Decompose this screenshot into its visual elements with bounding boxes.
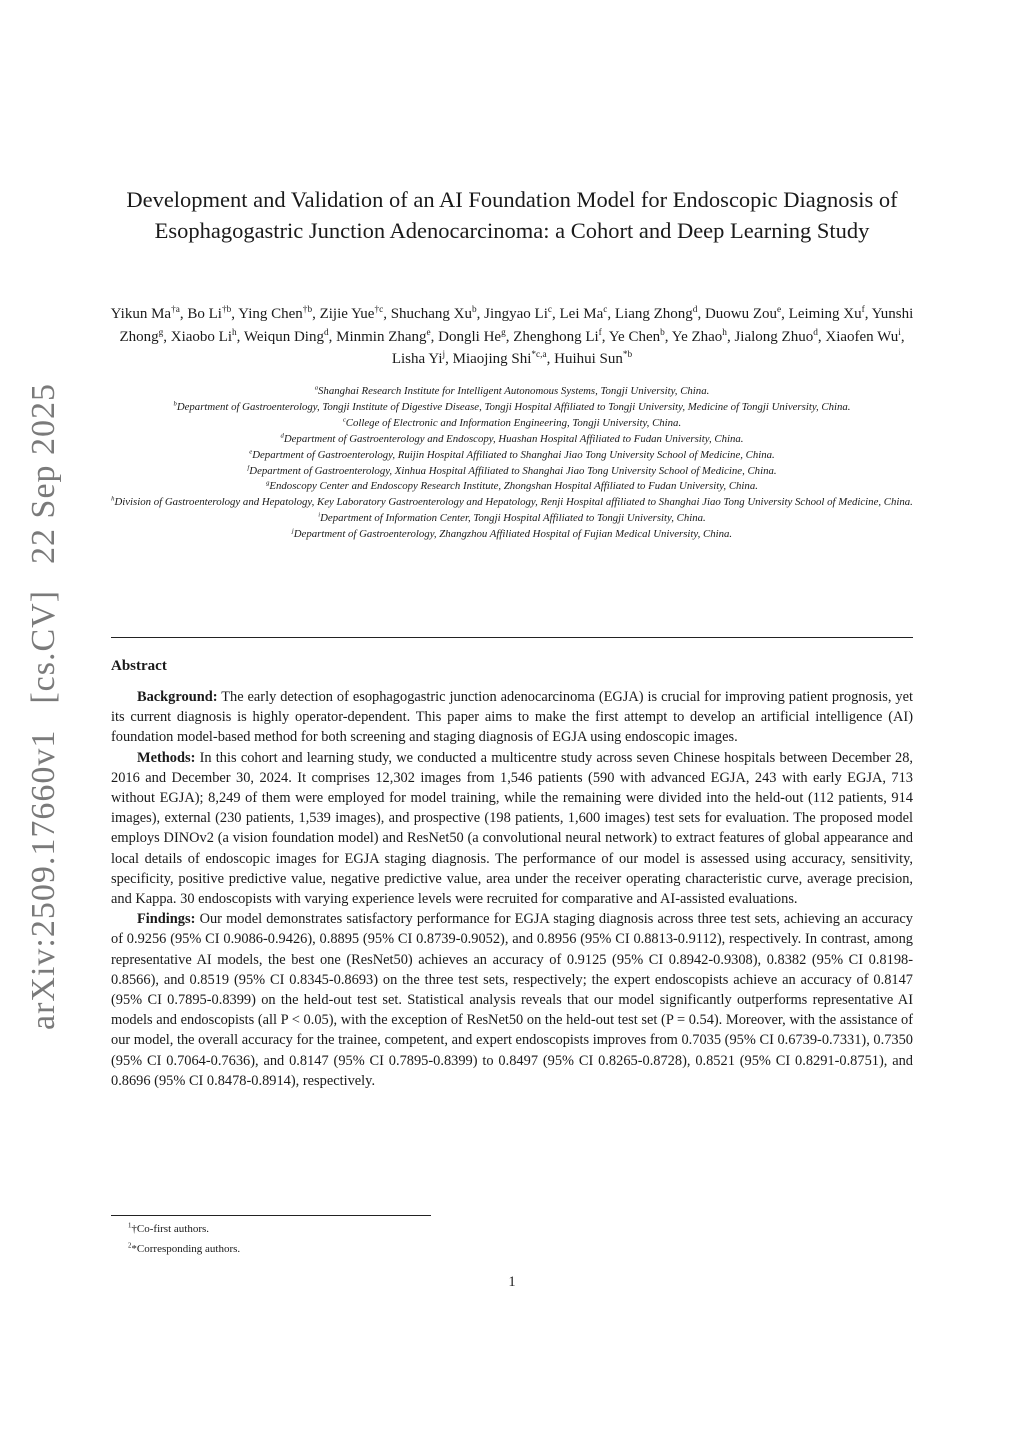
- author-affiliation-mark: †b: [302, 305, 313, 315]
- author-entry: [484, 306, 552, 322]
- affiliation-list: [108, 384, 916, 543]
- footnote-list: [128, 1219, 240, 1259]
- arxiv-category: [cs.CV]: [25, 589, 62, 704]
- methods-text: In this cohort and learning study, we conducted a multicentre study across seven Chinese hospitals between December 28, 2016 and December 30, 2024. It comprises 12,302 images from 1,546 patients (590 with advanced EGJA, 243 with early EGJA, 713 without EGJA); 8,249 of them were employed for model training, while the remaining were divided into the held-out (112 patients, 914 images), external (230 patients, 1,539 images), and prospective (198 patients, 1,600 images) test sets for evaluation. The proposed model employs DINOv2 (a vision foundation model) and ResNet50 (a convolutional neural network) to extract features of global appearance and local details of endoscopic images for EGJA staging diagnosis. The performance of our model is assessed using accuracy, sensitivity, specificity, positive predictive value, negative predictive value, area under the receiver operating characteristic curve, average precision, and Kappa. 30 endoscopists with varying experience levels were recruited for comparative and AI-assisted evaluations.: [111, 749, 913, 908]
- author-name: Bo Li: [187, 306, 222, 322]
- author-name: Xiaobo Li: [170, 328, 233, 345]
- affiliation-text: Department of Gastroenterology, Xinhua Hospital Affiliated to Shanghai Jiao Tong University School of Medicine, China.: [249, 464, 777, 477]
- affiliation-mark: c: [342, 416, 346, 424]
- author-affiliation-mark: d: [323, 327, 329, 338]
- affiliation-text: Department of Information Center, Tongji Hospital Affiliated to Tongji University, China.: [320, 512, 706, 525]
- author-entry: [825, 329, 900, 345]
- author-affiliation-mark: b: [660, 327, 665, 338]
- author-affiliation-mark: j: [442, 350, 446, 360]
- author-name: Ye Zhao: [671, 328, 723, 345]
- footnote-mark: 1: [128, 1222, 132, 1230]
- findings-text: Our model demonstrates satisfactory performance for EGJA staging diagnosis across three test sets, achieving an accuracy of 0.9256 (95% CI 0.9086-0.9426), 0.8895 (95% CI 0.8739-0.9052), and 0.8956 (95% CI 0.8813-0.9112), respectively. In contrast, among representative AI models, the best one (ResNet50) achieves an accuracy of 0.9125 (95% CI 0.8942-0.9308), 0.8382 (95% CI 0.8198-0.8566), and 0.8519 (95% CI 0.8345-0.8693) on the three test sets, respectively; the expert endoscopists achieve an accuracy of 0.8147 (95% CI 0.7895-0.8399) on the held-out test set. Statistical analysis reveals that our model significantly outperforms representative AI models and endoscopists (all P < 0.05), with the exception of ResNet50 on the held-out test set (P = 0.54). Moreover, with the assistance of our model, the overall accuracy for the trainee, competent, and expert endoscopists improves from 0.7035 (95% CI 0.6739-0.7331), 0.7350 (95% CI 0.7064-0.7636), and 0.8147 (95% CI 0.7895-0.8399) to 0.8497 (95% CI 0.8265-0.8728), 0.8521 (95% CI 0.8291-0.8751), and 0.8696 (95% CI 0.8478-0.8914), respectively.: [111, 911, 913, 1089]
- affiliation-text: Department of Gastroenterology, Tongji Institute of Digestive Disease, Tongji Hospital Affiliated to Tongji University, Medicine of Tongji University, China.: [176, 400, 851, 413]
- author-name: Ye Chen: [608, 328, 661, 345]
- author-list: Yikun Ma$^{\dagger a}$, Bo Li$^{\dagger b}$, Ying Chen$^{\dagger b}$, Zijie Yue$^{\dagger c}$, Shuchang Xu$^b$, Jingyao Li$^c$, Lei Ma$^c$, Liang Zhong$^d$, Duowu Zou$^e$, Leiming Xu$^f$, Yunshi Zhong$^g$, Xiaobo Li$^h$, Weiqun Ding$^d$, Minmin Zhang$^e$, Dongli He$^g$, Zhenghong Li$^f$, Ye Chen$^b$, Ye Zhao$^h$, Jialong Zhuo$^d$, Xiaofen Wu$^i$, Lisha Yi$^j$, Miaojing Shi$^{*c,a}$, Huihui Sun$^{*b}$: [110, 305, 914, 367]
- affiliation-item: [108, 511, 916, 527]
- author-entry: [336, 329, 431, 345]
- author-affiliation-mark: d: [813, 327, 818, 338]
- author-name: Huihui Sun: [554, 351, 623, 367]
- author-affiliation-mark: f: [861, 305, 865, 315]
- author-entry: [609, 329, 665, 345]
- author-entry: [453, 351, 547, 367]
- abstract-body: [111, 687, 913, 1091]
- affiliation-text: Shanghai Research Institute for Intelligent Autonomous Systems, Tongji University, China.: [318, 385, 710, 397]
- author-name: Ying Chen: [238, 306, 303, 322]
- arxiv-id: arXiv:2509.17660v1: [25, 729, 62, 1030]
- author-name: Yunshi Zhong: [119, 306, 914, 345]
- affiliation-text: College of Electronic and Information Engineering, Tongji University, China.: [345, 416, 682, 429]
- affiliation-item: [108, 495, 916, 511]
- affiliation-item: [108, 448, 916, 464]
- author-affiliation-mark: e: [426, 327, 431, 338]
- abstract-background: [111, 687, 913, 748]
- abstract-methods: [111, 748, 913, 910]
- author-entry: [513, 329, 602, 345]
- author-affiliation-mark: h: [722, 327, 727, 338]
- methods-label: Methods:: [137, 749, 196, 766]
- author-affiliation-mark: h: [232, 327, 237, 338]
- author-name: Zijie Yue: [319, 306, 375, 322]
- author-name: Dongli He: [438, 328, 502, 345]
- affiliation-mark: a: [314, 384, 319, 392]
- author-name: Leiming Xu: [788, 306, 862, 322]
- author-affiliation-mark: f: [598, 327, 602, 338]
- affiliation-text: Department of Gastroenterology, Zhangzhou Affiliated Hospital of Fujian Medical University, China.: [293, 528, 733, 541]
- footnote-item: [128, 1239, 240, 1259]
- footnote-item: [128, 1219, 240, 1239]
- author-entry: [187, 306, 231, 322]
- author-name: Jingyao Li: [484, 306, 548, 322]
- paper-title: Development and Validation of an AI Foundation Model for Endoscopic Diagnosis of Esophagogastric Junction Adenocarcinoma: a Cohort and Deep Learning Study: [126, 187, 898, 243]
- author-affiliation-mark: i: [898, 327, 901, 338]
- author-entry: [244, 329, 329, 345]
- affiliation-item: [108, 416, 916, 432]
- author-affiliation-mark: *c,a: [531, 350, 547, 360]
- author-name: Zhenghong Li: [513, 328, 599, 345]
- author-entry: [111, 306, 180, 322]
- author-name: Weiqun Ding: [243, 328, 324, 345]
- author-name: Miaojing Shi: [452, 351, 532, 367]
- affiliation-text: Division of Gastroenterology and Hepatology, Key Laboratory Gastroenterology and Hepatology, Renji Hospital affiliated to Shanghai Jiao Tong University School of Medicine, China.: [114, 496, 913, 509]
- affiliation-item: [108, 432, 916, 448]
- background-text: The early detection of esophagogastric junction adenocarcinoma (EGJA) is crucial for improving patient prognosis, yet its current diagnosis is highly operator-dependent. This paper aims to make the first attempt to develop an artificial intelligence (AI) foundation model-based method for both screening and staging diagnosis of EGJA using endoscopic images.: [111, 689, 913, 746]
- footnote-text: †Co-first authors.: [131, 1223, 210, 1235]
- affiliation-text: Department of Gastroenterology and Endoscopy, Huashan Hospital Affiliated to Fudan University, China.: [283, 432, 744, 445]
- author-affiliation-mark: b: [471, 305, 477, 315]
- author-affiliation-mark: d: [692, 305, 698, 315]
- author-entry: [554, 351, 632, 367]
- author-entry: [438, 329, 506, 345]
- affiliation-mark: j: [291, 527, 294, 535]
- affiliation-mark: d: [280, 432, 284, 440]
- affiliation-item: [108, 464, 916, 480]
- author-name: Lisha Yi: [391, 351, 443, 367]
- abstract-heading: Abstract: [111, 658, 167, 674]
- author-affiliation-mark: *b: [622, 350, 633, 360]
- author-entry: [705, 306, 781, 322]
- footnote-divider: [111, 1215, 431, 1216]
- author-affiliation-mark: g: [158, 327, 164, 338]
- author-name: Duowu Zou: [704, 306, 778, 322]
- author-entry: [238, 306, 312, 322]
- author-entry: [672, 329, 727, 345]
- affiliation-item: [108, 384, 916, 400]
- author-name: Lei Ma: [559, 306, 604, 322]
- author-affiliation-mark: c: [547, 305, 553, 315]
- author-affiliation-mark: e: [777, 305, 782, 315]
- abstract-findings: [111, 909, 913, 1091]
- footnote-text: *Corresponding authors.: [131, 1243, 241, 1255]
- author-affiliation-mark: †c: [374, 305, 384, 315]
- author-name: Jialong Zhuo: [734, 328, 814, 345]
- affiliation-text: Endoscopy Center and Endoscopy Research Institute, Zhongshan Hospital Affiliated to Fudan University, China.: [269, 480, 758, 493]
- author-name: Minmin Zhang: [336, 328, 427, 345]
- author-entry: [171, 329, 237, 345]
- author-entry: [320, 306, 384, 322]
- affiliation-mark: h: [111, 495, 115, 503]
- findings-label: Findings:: [137, 911, 196, 928]
- author-name: Yikun Ma: [110, 306, 172, 322]
- author-entry: [392, 351, 445, 367]
- affiliation-mark: g: [266, 479, 270, 487]
- arxiv-side-stamp: [22, 382, 66, 1030]
- footnote-mark: 2: [128, 1242, 132, 1250]
- affiliation-mark: f: [247, 463, 250, 471]
- author-entry: [734, 329, 817, 345]
- author-name: Xiaofen Wu: [825, 328, 899, 345]
- author-entry: [789, 306, 865, 322]
- title-divider: [111, 637, 913, 638]
- author-affiliation-mark: †a: [171, 305, 180, 315]
- author-affiliation-mark: c: [603, 305, 608, 315]
- affiliation-item: [108, 527, 916, 543]
- author-entry: [615, 306, 698, 322]
- background-label: Background:: [137, 689, 218, 705]
- author-entry: [391, 306, 477, 322]
- arxiv-date: 22 Sep 2025: [25, 382, 62, 564]
- affiliation-item: [108, 400, 916, 416]
- author-entry: [560, 306, 608, 322]
- author-affiliation-mark: †b: [221, 305, 232, 315]
- affiliation-mark: b: [173, 400, 177, 408]
- affiliation-mark: e: [249, 448, 253, 456]
- author-name: Shuchang Xu: [390, 306, 472, 322]
- author-name: Liang Zhong: [614, 306, 693, 322]
- author-affiliation-mark: g: [501, 327, 506, 338]
- affiliation-mark: i: [318, 511, 321, 519]
- page-number: 1: [508, 1274, 516, 1290]
- affiliation-text: Department of Gastroenterology, Ruijin Hospital Affiliated to Shanghai Jiao Tong University School of Medicine, China.: [252, 448, 775, 461]
- affiliation-item: [108, 479, 916, 495]
